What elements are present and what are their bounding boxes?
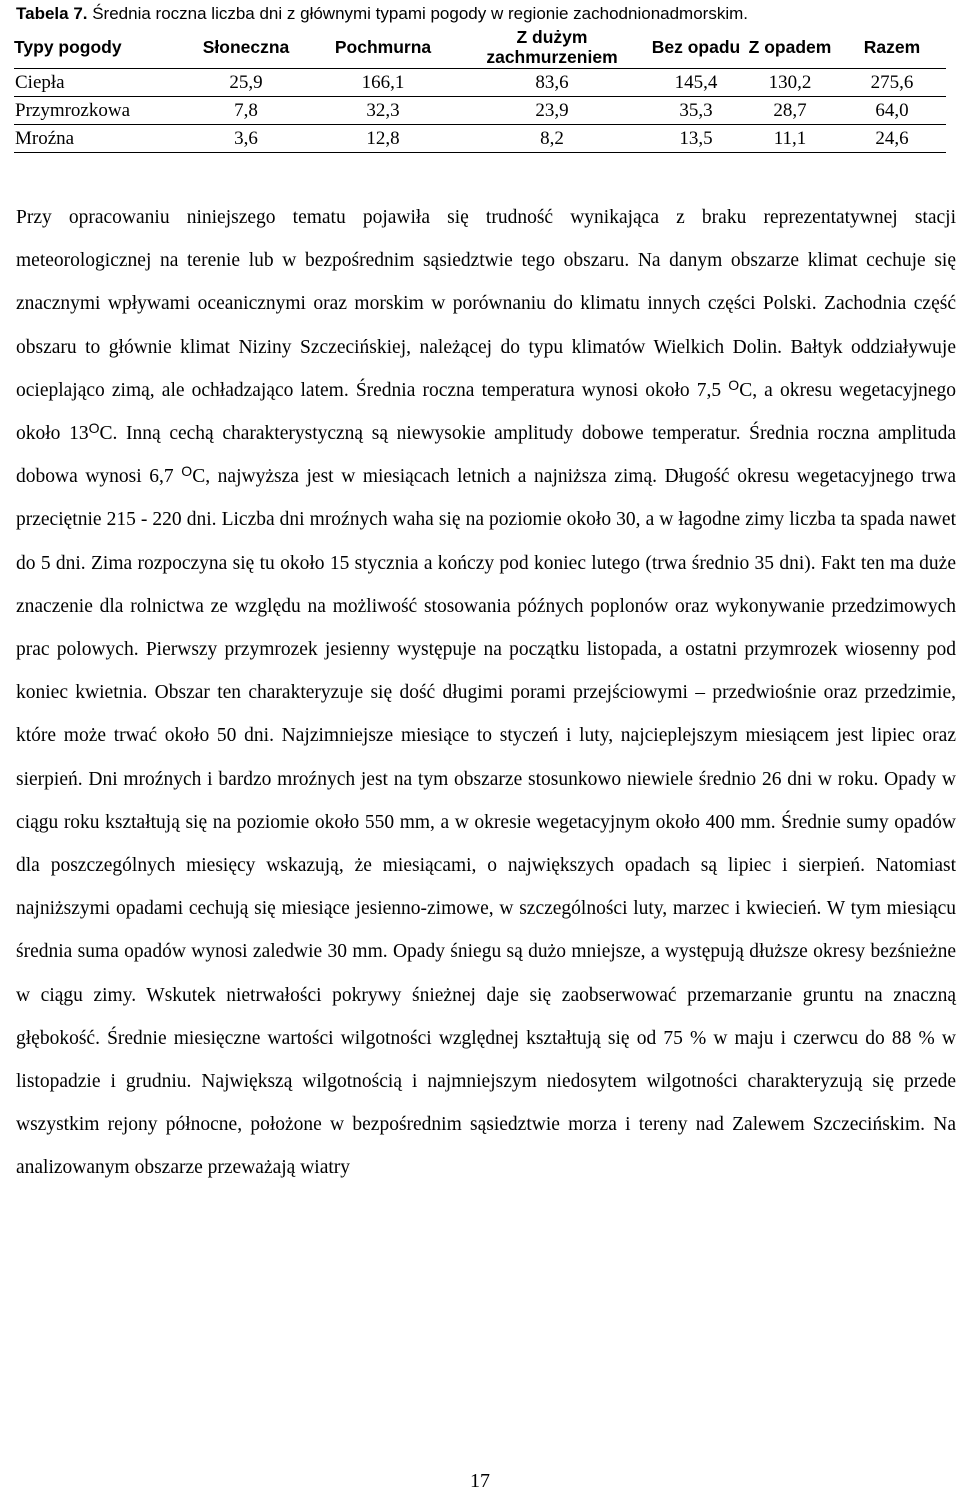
table-cell: 145,4 (650, 69, 742, 97)
row-label: Mroźna (14, 125, 180, 153)
body-text (16, 196, 956, 1190)
row-label: Przymrozkowa (14, 97, 180, 125)
table-header-row (14, 26, 946, 69)
header-sloneczna: Słoneczna (180, 26, 312, 69)
header-bez-opadu: Bez opadu (650, 26, 742, 69)
table-cell: 12,8 (312, 125, 454, 153)
table-cell: 32,3 (312, 97, 454, 125)
table-cell: 23,9 (454, 97, 650, 125)
header-pochmurna: Pochmurna (312, 26, 454, 69)
paragraph-text-4: C, najwyższa jest w miesiącach letnich a najniższa zimą. Długość okresu wegetacyjnego trwa przeciętnie 215 - 220 dni. Liczba dni mroźnych waha się na poziomie około 30, a w łagodne zimy liczba ta spada nawet do 5 dni. Zima rozpoczyna się tu około 15 stycznia a kończy pod koniec lutego (trwa średnio 35 dni). Fakt ten ma duże znaczenie dla rolnictwa ze względu na możliwość stosowania późnych poplonów oraz wykonywanie przedzimowych prac polowych. Pierwszy przymrozek jesienny występuje na początku listopada, a ostatni przymrozek wiosenny pod koniec kwietnia. Obszar ten charakteryzuje się dość długimi porami przejściowymi – przedwiośnie oraz przedzimie, które może trwać około 50 dni. Najzimniejsze miesiące to styczeń i luty, najcieplejszym miesiącem jest lipiec oraz sierpień. Dni mroźnych i bardzo mroźnych jest na tym obszarze stosunkowo niewiele średnio 26 dni w roku. Opady w ciągu roku kształtują się na poziomie około 550 mm, a w okresie wegetacyjnym około 400 mm. Średnie sumy opadów dla poszczególnych miesięcy wskazują, że miesiącami, o największych opadach są lipiec i sierpień. Natomiast najniższymi opadami cechują się miesiące jesienno-zimowe, w szczególności luty, marzec i kwiecień. W tym miesiącu średnia suma opadów wynosi zaledwie 30 mm. Opady śniegu są dużo mniejsze, a występują dłuższe okresy bezśnieżne w ciągu zimy. Wskutek nietrwałości pokrywy śnieżnej daje się zaobserwować przemarzanie gruntu na znaczną głębokość. Średnie miesięczne wartości wilgotności względnej kształtują się od 75 % w maju i czerwcu do 88 % w listopadzie i grudniu. Największą wilgotnością i najmniejszym niedosytem wilgotności charakteryzują się przede wszystkim rejony północne, położone w bezpośrednim sąsiedztwie morza i tereny nad Zalewem Szczecińskim. Na analizowanym obszarze przeważają wiatry (16, 466, 956, 1179)
degree-sign: O (181, 463, 193, 480)
table-cell: 24,6 (838, 125, 946, 153)
table-caption-label: Tabela 7. (16, 4, 88, 23)
table-cell: 25,9 (180, 69, 312, 97)
paragraph-text-3: C. Inną cechą charakterystyczną są niewysokie amplitudy dobowe temperatur. Średnia roczna amplituda dobowa wynosi 6,7 (16, 423, 956, 488)
table-caption (16, 4, 946, 24)
table-cell: 130,2 (742, 69, 838, 97)
header-razem: Razem (838, 26, 946, 69)
page-number: 17 (470, 1470, 490, 1492)
climate-paragraph (16, 196, 956, 1190)
table-cell: 83,6 (454, 69, 650, 97)
table-row (14, 69, 946, 97)
table-cell: 35,3 (650, 97, 742, 125)
paragraph-text-1: Przy opracowaniu niniejszego tematu pojawiła się trudność wynikająca z braku reprezentatywnej stacji meteorologicznej na terenie lub w bezpośrednim sąsiedztwie tego obszaru. Na danym obszarze klimat cechuje się znacznymi wpływami oceanicznymi oraz morskim w porównaniu do klimatu innych części Polski. Zachodnia część obszaru to głównie klimat Niziny Szczecińskiej, należącej do typu klimatów Wielkich Dolin. Bałtyk oddziaływuje ocieplająco zimą, ale ochładzająco latem. Średnia roczna temperatura wynosi około 7,5 (16, 207, 956, 401)
table-cell: 3,6 (180, 125, 312, 153)
header-z-duzym-zachmurzeniem: Z dużym zachmurzeniem (454, 26, 650, 69)
table-row (14, 97, 946, 125)
table-row (14, 125, 946, 153)
table-cell: 28,7 (742, 97, 838, 125)
degree-sign: O (88, 420, 100, 437)
header-typy-pogody: Typy pogody (14, 26, 180, 69)
table-cell: 13,5 (650, 125, 742, 153)
header-z-opadem: Z opadem (742, 26, 838, 69)
table-cell: 275,6 (838, 69, 946, 97)
row-label: Ciepła (14, 69, 180, 97)
table-cell: 64,0 (838, 97, 946, 125)
table-caption-text: Średnia roczna liczba dni z głównymi typami pogody w regionie zachodnionadmorskim. (87, 4, 748, 23)
weather-types-table (14, 26, 946, 153)
table-cell: 7,8 (180, 97, 312, 125)
degree-sign: O (728, 376, 740, 393)
table-cell: 166,1 (312, 69, 454, 97)
paragraph-text-2: C, a okresu wegetacyjnego około 13 (16, 379, 957, 445)
table-cell: 8,2 (454, 125, 650, 153)
table-cell: 11,1 (742, 125, 838, 153)
